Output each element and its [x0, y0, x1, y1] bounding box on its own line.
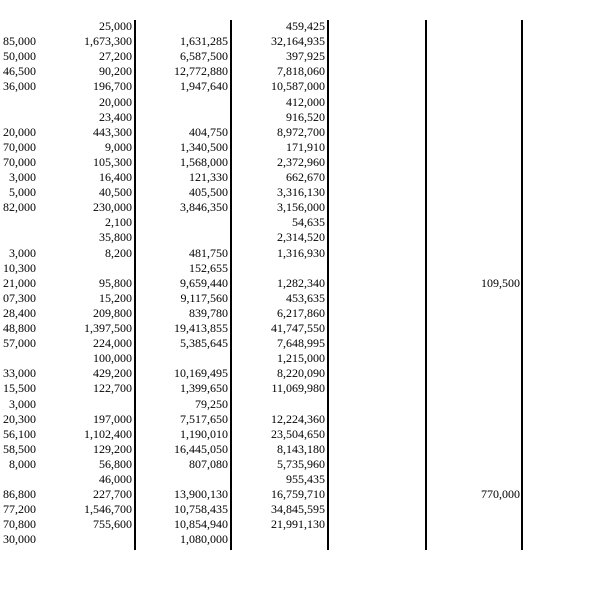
table-cell: 20,000 [99, 94, 132, 109]
table-cell: 1,282,340 [277, 275, 325, 290]
table-cell: 955,435 [286, 472, 325, 486]
table-cell: 8,143,180 [277, 441, 325, 456]
column-divider-4 [425, 20, 427, 550]
table-cell: 30,000 [3, 532, 36, 547]
table-cell: 70,000 [3, 154, 36, 169]
table-cell: 12,224,360 [271, 411, 325, 426]
table-cell: 32,164,935 [271, 34, 325, 49]
table-cell: 1,316,930 [277, 245, 325, 260]
table-cell: 33,000 [3, 366, 36, 381]
table-cell: 35,800 [99, 230, 132, 245]
table-cell: 839,780 [189, 305, 228, 320]
table-cell: 82,000 [3, 200, 36, 215]
table-cell: 755,600 [93, 517, 132, 532]
table-cell: 19,413,855 [174, 321, 228, 335]
table-cell: 95,800 [99, 275, 132, 290]
table-cell: 8,220,090 [277, 366, 325, 381]
table-cell: 15,500 [3, 381, 36, 396]
table-cell: 227,700 [93, 487, 132, 502]
table-cell: 2,314,520 [277, 230, 325, 245]
table-cell: 25,000 [99, 19, 132, 33]
table-cell: 404,750 [189, 124, 228, 139]
table-cell: 50,000 [3, 49, 36, 64]
table-cell: 1,397,500 [84, 321, 132, 335]
table-cell: 70,800 [3, 517, 36, 532]
table-cell: 1,631,285 [180, 34, 228, 49]
table-cell: 8,000 [9, 456, 36, 471]
table-cell: 9,117,560 [180, 290, 228, 305]
table-cell: 1,102,400 [84, 426, 132, 441]
table-cell: 12,772,880 [174, 64, 228, 79]
table-cell: 662,670 [286, 170, 325, 184]
table-cell: 429,200 [93, 366, 132, 381]
table-cell: 453,635 [286, 290, 325, 305]
table-cell: 171,910 [286, 139, 325, 154]
table-cell: 7,648,995 [277, 336, 325, 351]
table-cell: 3,000 [9, 170, 36, 184]
table-cell: 129,200 [93, 441, 132, 456]
table-cell: 10,169,495 [174, 366, 228, 381]
table-cell: 1,568,000 [180, 154, 228, 169]
table-cell: 10,300 [3, 260, 36, 275]
table-cell: 48,800 [3, 321, 36, 335]
table-cell: 3,316,130 [277, 185, 325, 200]
table-cell: 77,200 [3, 502, 36, 517]
table-cell: 152,655 [189, 260, 228, 275]
table-cell: 9,000 [105, 139, 132, 154]
table-cell: 230,000 [93, 200, 132, 215]
table-cell: 21,000 [3, 275, 36, 290]
table-cell: 459,425 [286, 19, 325, 33]
table-cell: 86,800 [3, 487, 36, 502]
table-cell: 27,200 [99, 49, 132, 64]
table-cell: 28,400 [3, 305, 36, 320]
table-cell: 443,300 [93, 124, 132, 139]
table-cell: 36,000 [3, 79, 36, 94]
table-cell: 6,217,860 [277, 305, 325, 320]
table-cell: 6,587,500 [180, 49, 228, 64]
table-cell: 90,200 [99, 64, 132, 79]
table-cell: 224,000 [93, 336, 132, 351]
table-cell: 5,735,960 [277, 456, 325, 471]
table-cell: 20,000 [3, 124, 36, 139]
table-cell: 8,200 [105, 245, 132, 260]
table-cell: 5,385,645 [180, 336, 228, 351]
column-divider-5 [521, 20, 523, 550]
table-cell: 397,925 [286, 49, 325, 64]
table-cell: 34,845,595 [271, 502, 325, 517]
table-cell: 16,445,050 [174, 441, 228, 456]
table-cell: 1,080,000 [180, 532, 228, 547]
table-cell: 9,659,440 [180, 275, 228, 290]
table-cell: 7,517,650 [180, 411, 228, 426]
table-cell: 3,000 [9, 245, 36, 260]
table-cell: 79,250 [195, 396, 228, 411]
table-cell: 209,800 [93, 305, 132, 320]
table-cell: 10,587,000 [271, 79, 325, 94]
table-cell: 121,330 [189, 170, 228, 184]
column-divider-2 [230, 20, 232, 550]
table-cell: 85,000 [3, 34, 36, 49]
table-cell: 1,546,700 [84, 502, 132, 517]
table-cell: 196,700 [93, 79, 132, 94]
table-cell: 56,800 [99, 456, 132, 471]
table-cell: 46,500 [3, 64, 36, 79]
table-cell: 70,000 [3, 139, 36, 154]
table-cell: 122,700 [93, 381, 132, 396]
table-cell: 1,215,000 [277, 351, 325, 366]
table-cell: 13,900,130 [174, 487, 228, 502]
table-cell: 481,750 [189, 245, 228, 260]
table-cell: 2,100 [105, 215, 132, 230]
table-cell: 109,500 [481, 275, 520, 290]
table-cell: 7,818,060 [277, 64, 325, 79]
table-cell: 11,069,980 [271, 381, 325, 396]
column-divider-1 [134, 20, 136, 550]
table-cell: 916,520 [286, 109, 325, 124]
table-cell: 10,854,940 [174, 517, 228, 532]
table-cell: 58,500 [3, 441, 36, 456]
table-cell: 10,758,435 [174, 502, 228, 517]
table-cell: 1,190,010 [180, 426, 228, 441]
table-cell: 105,300 [93, 154, 132, 169]
table-cell: 1,673,300 [84, 34, 132, 49]
table-cell: 197,000 [93, 411, 132, 426]
table-cell: 16,759,710 [271, 487, 325, 502]
table-cell: 20,300 [3, 411, 36, 426]
table-cell: 23,504,650 [271, 426, 325, 441]
table-cell: 16,400 [99, 170, 132, 184]
table-cell: 1,947,640 [180, 79, 228, 94]
table-cell: 2,372,960 [277, 154, 325, 169]
table-cell: 54,635 [292, 215, 325, 230]
table-cell: 100,000 [93, 351, 132, 366]
table-cell: 15,200 [99, 290, 132, 305]
table-cell: 8,972,700 [277, 124, 325, 139]
table-cell: 46,000 [99, 472, 132, 486]
table-cell: 412,000 [286, 94, 325, 109]
table-cell: 3,156,000 [277, 200, 325, 215]
table-cell: 1,340,500 [180, 139, 228, 154]
table-cell: 1,399,650 [180, 381, 228, 396]
table-cell: 56,100 [3, 426, 36, 441]
table-cell: 3,000 [9, 396, 36, 411]
table-cell: 3,846,350 [180, 200, 228, 215]
table-cell: 07,300 [3, 290, 36, 305]
table-cell: 40,500 [99, 185, 132, 200]
table-cell: 41,747,550 [271, 321, 325, 335]
table-cell: 405,500 [189, 185, 228, 200]
table-cell: 770,000 [481, 487, 520, 502]
table-cell: 21,991,130 [271, 517, 325, 532]
column-divider-3 [327, 20, 329, 550]
table-cell: 57,000 [3, 336, 36, 351]
table-cell: 5,000 [9, 185, 36, 200]
table-cell: 807,080 [189, 456, 228, 471]
table-cell: 23,400 [99, 109, 132, 124]
